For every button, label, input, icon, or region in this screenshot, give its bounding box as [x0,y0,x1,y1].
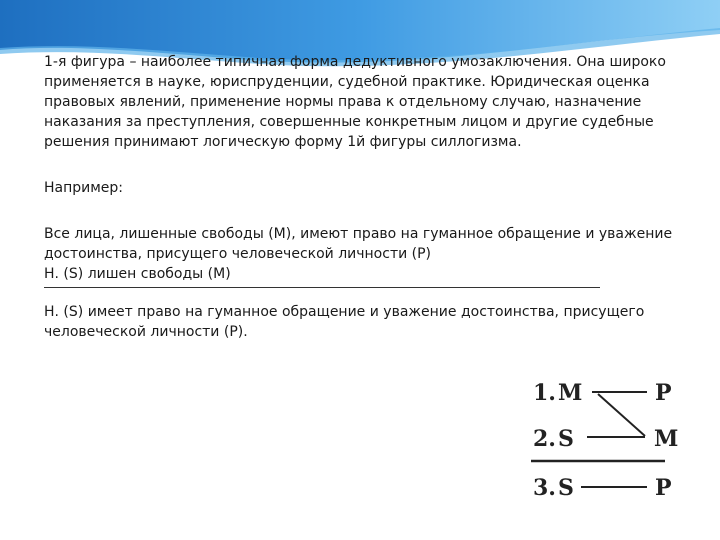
syllogism-divider-line [44,287,600,288]
conclusion: Н. (S) имеет право на гуманное обращение и уважение достоинства, присущего человеческой личности (Р). [44,304,645,340]
row3-number: 3. [533,475,556,501]
row2-term-s: S [558,426,574,452]
diagonal-connector-line [598,394,645,436]
row3-term-p: P [655,475,672,501]
slide-body [44,52,684,342]
row2-number: 2. [533,426,556,452]
major-premise: Все лица, лишенные свободы (М), имеют право на гуманное обращение и уважение достоинства, присущего человеческой личности (Р) [44,226,673,262]
row1-term-p: P [655,380,672,406]
row2-term-m: M [654,426,679,452]
row1-term-m: M [558,380,583,406]
row3-term-s: S [558,475,574,501]
example-label: Например: [44,180,124,196]
intro-paragraph: 1-я фигура – наиболее типичная форма дедуктивного умозаключения. Она широко применяется в науке, юриспруденции, судебной практике. Юридическая оценка правовых явлений, применение нормы права к отдельному случаю, назначение наказания за преступления, совершенные конкретным лицом и другие судебные решения принимают логическую форму 1й фигуры силлогизма. [44,54,666,150]
syllogism-figure-diagram [525,373,685,503]
row1-number: 1. [533,380,556,406]
minor-premise: Н. (S) лишен свободы (М) [44,266,231,282]
